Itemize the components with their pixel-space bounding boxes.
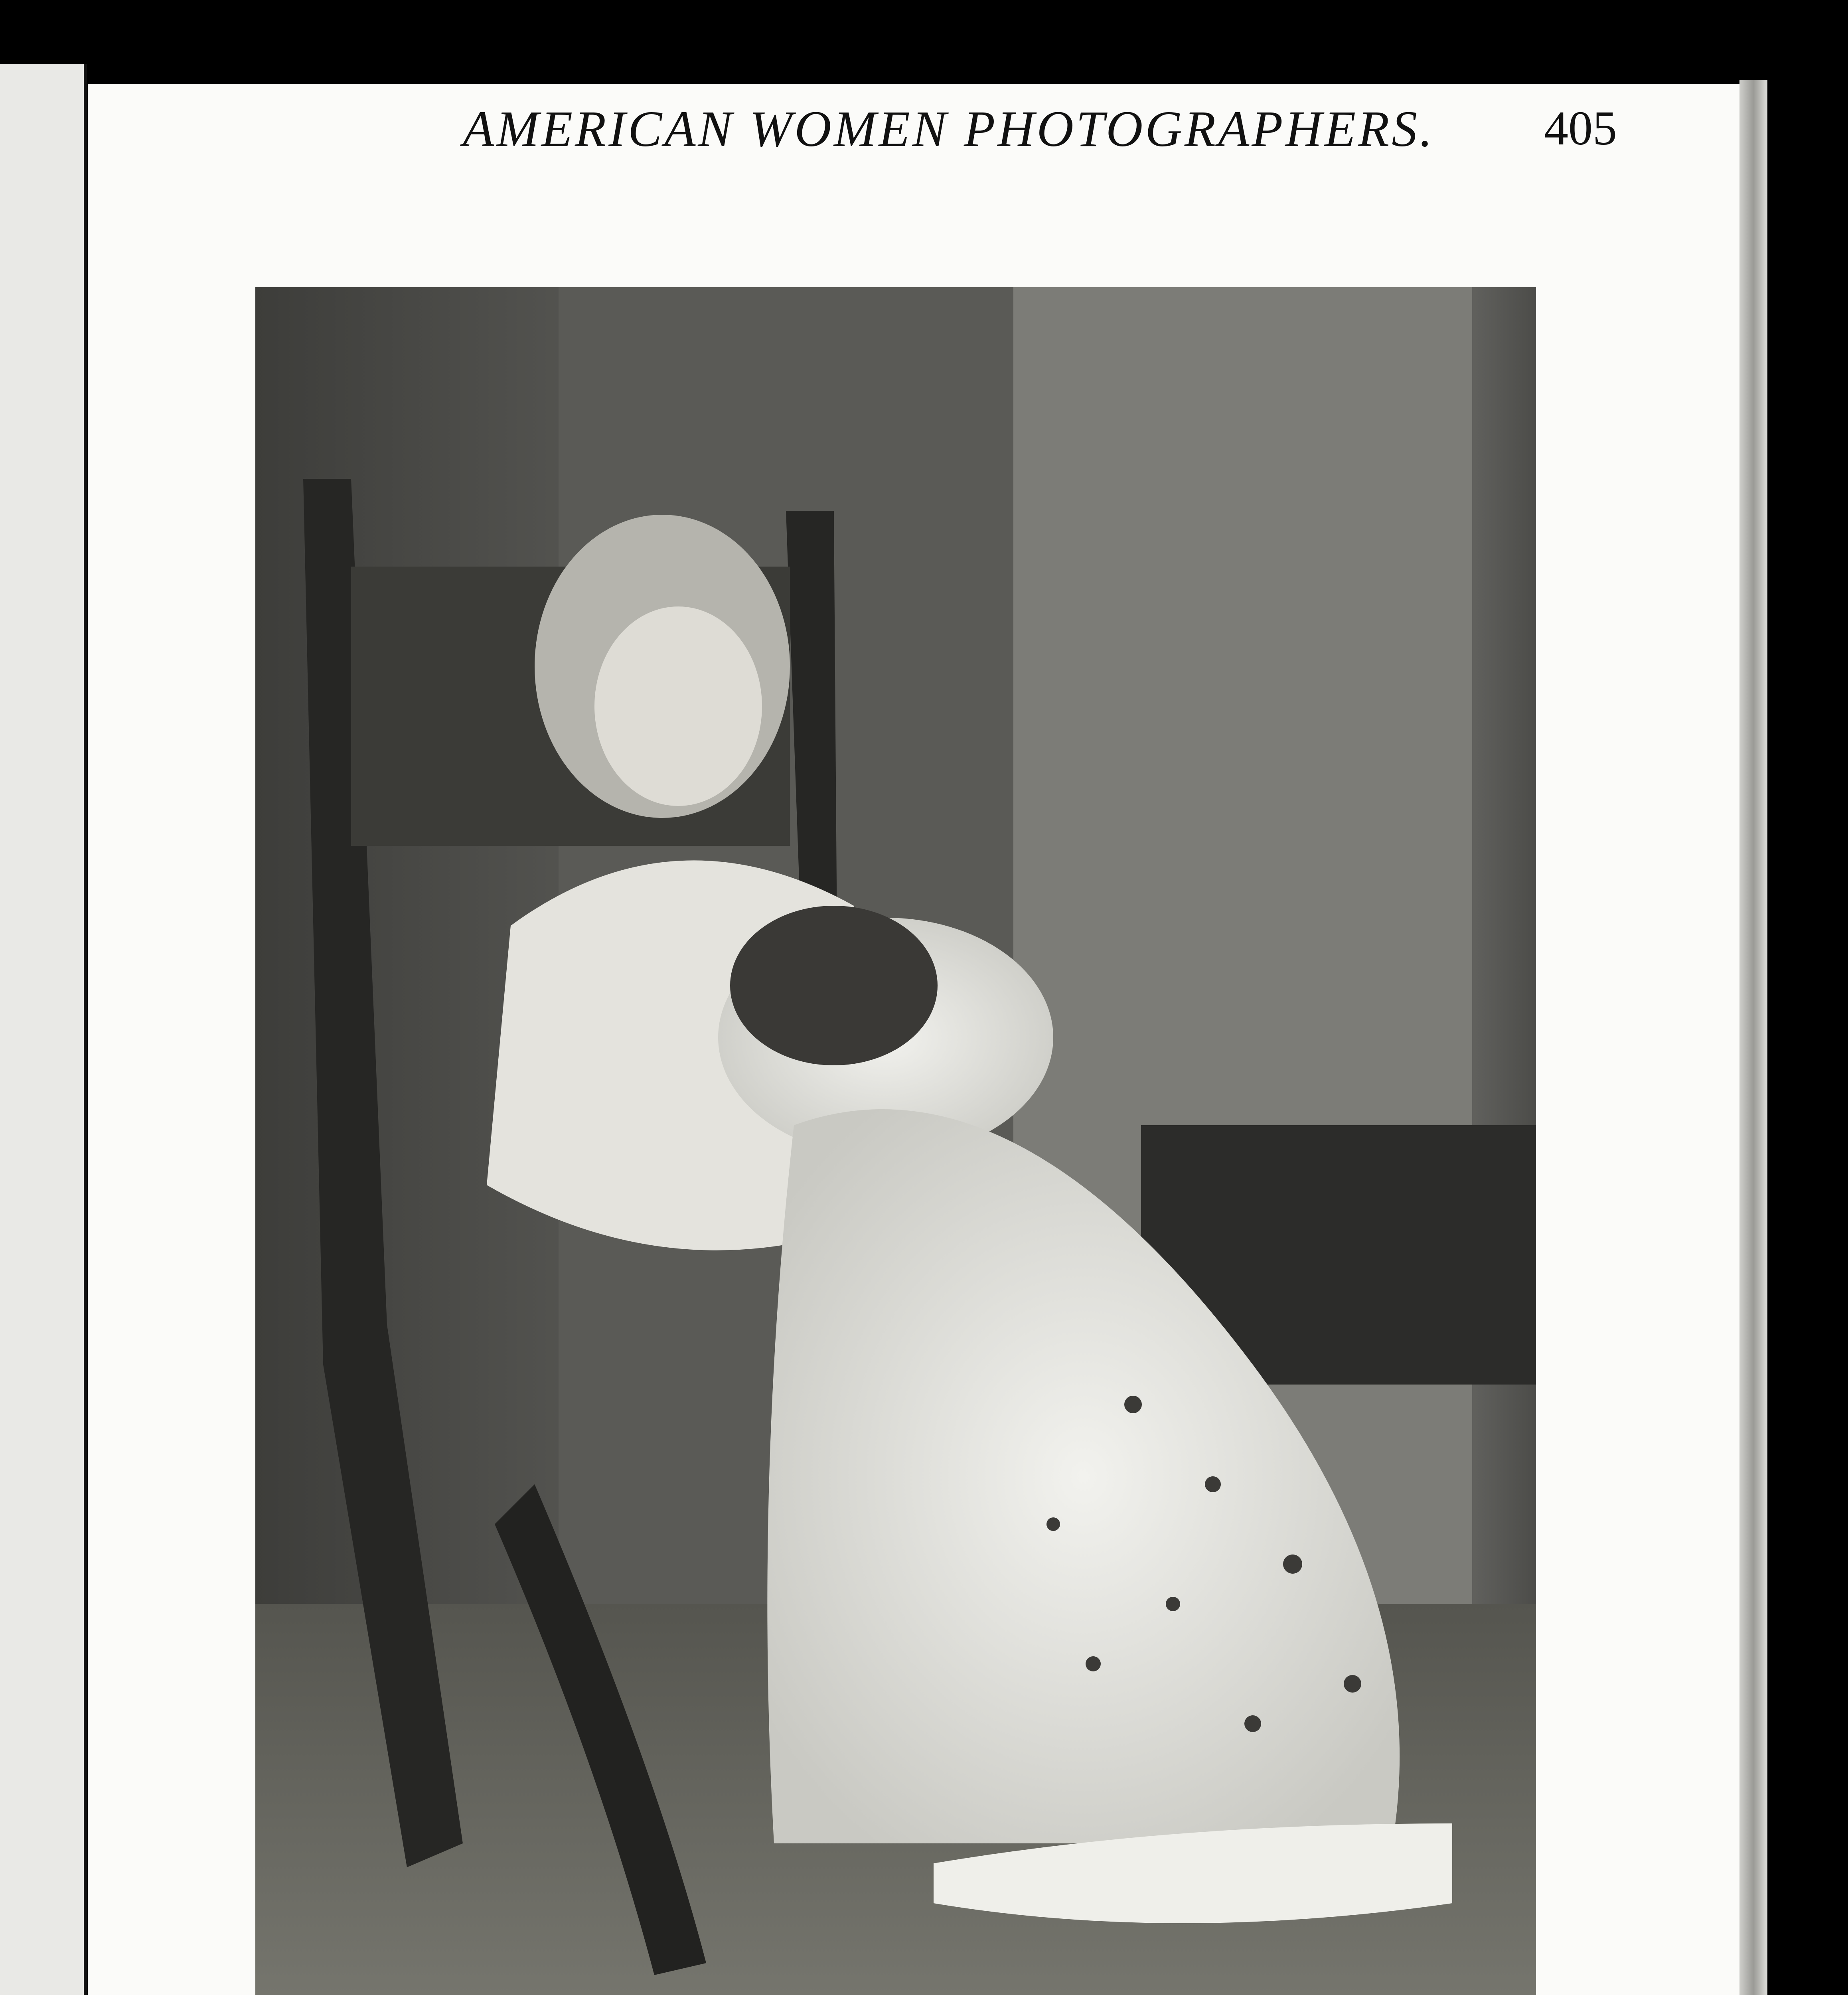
page-stack-edge	[1739, 80, 1767, 1995]
photograph-girl-with-dog	[255, 287, 1536, 1995]
running-title: AMERICAN WOMEN PHOTOGRAPHERS.	[463, 101, 1435, 157]
photo-illustration	[255, 287, 1536, 1995]
facing-page-edge	[0, 64, 87, 1995]
page-number: 405	[1544, 101, 1617, 155]
